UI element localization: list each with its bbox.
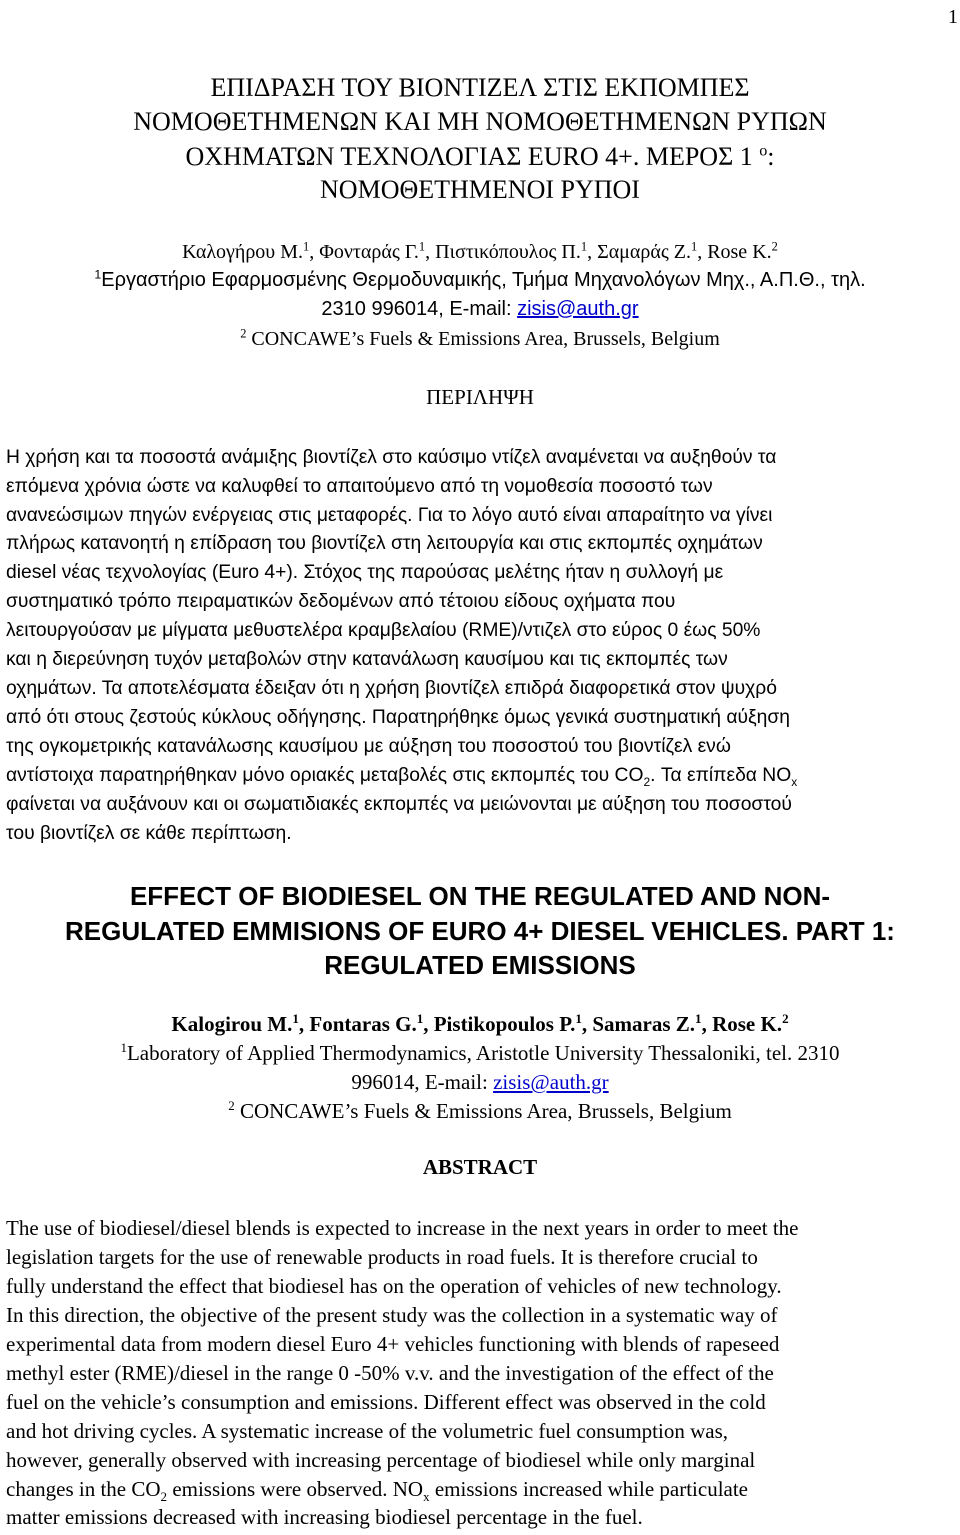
english-title-line-1: EFFECT OF BIODIESEL ON THE REGULATED AND NON- bbox=[129, 881, 831, 911]
greek-abstract-line: λειτουργούσαν με μίγματα μεθυστελέρα κραμβελαίου (RME)/ντιζελ στο εύρος 0 έως 50% bbox=[6, 620, 761, 641]
greek-abstract-line: συστηματικό τρόπο πειραματικών δεδομένων από τέτοιου είδους οχήματα που bbox=[6, 591, 676, 612]
greek-abstract-line: πλήρως κατανοητή η επίδραση του βιοντίζελ στη λειτουργία και στις εκπομπές οχημάτων bbox=[6, 533, 763, 554]
greek-abstract-line: Η χρήση και τα ποσοστά ανάμιξης βιοντίζελ στο καύσιμο ντίζελ αναμένεται να αυξηθούν τα bbox=[6, 447, 777, 468]
english-abstract-line: fully understand the effect that biodiesel has on the operation of vehicles of new technology. bbox=[6, 1274, 782, 1298]
greek-affiliation-1-contact: 2310 996014, E-mail: zisis@auth.gr bbox=[321, 298, 639, 320]
english-abstract-line: and hot driving cycles. A systematic increase of the volumetric fuel consumption was, bbox=[6, 1419, 728, 1443]
english-abstract-line: In this direction, the objective of the present study was the collection in a systematic way of bbox=[6, 1303, 778, 1327]
greek-email-link[interactable]: zisis@auth.gr bbox=[517, 298, 639, 320]
greek-abstract-line: φαίνεται να αυξάνουν και οι σωματιδιακές εκπομπές να μειώνονται με αύξηση του ποσοστού bbox=[6, 794, 792, 815]
english-abstract-line: matter emissions decreased with increasing biodiesel percentage in the fuel. bbox=[6, 1505, 643, 1529]
english-abstract-line: changes in the $CO_2$ emissions were observed. $NO_x$ emissions increased while particulate bbox=[6, 1477, 749, 1505]
english-abstract-line: experimental data from modern diesel Euro 4+ vehicles functioning with blends of rapeseed bbox=[6, 1332, 780, 1356]
greek-abstract-line: του βιοντίζελ σε κάθε περίπτωση. bbox=[6, 823, 292, 844]
greek-title-line-1: ΕΠΙΔΡΑΣΗ ΤΟΥ ΒΙΟΝΤΙΖΕΛ ΣΤΙΣ ΕΚΠΟΜΠΕΣ bbox=[210, 73, 750, 102]
english-abstract-line: however, generally observed with increasing percentage of biodiesel while only marginal bbox=[6, 1448, 756, 1472]
greek-abstract-line: αντίστοιχα παρατηρήθηκαν μόνο οριακές μεταβολές στις εκπομπές του $CO_2$. Τα επίπεδα $NO_x$ bbox=[6, 765, 798, 789]
english-abstract-heading: ABSTRACT bbox=[422, 1155, 538, 1179]
greek-abstract-line: diesel νέας τεχνολογίας (Euro 4+). Στόχος της παρούσας μελέτης ήταν η συλλογή με bbox=[6, 562, 724, 583]
english-abstract-line: legislation targets for the use of renewable products in road fuels. It is therefore crucial to bbox=[6, 1245, 758, 1269]
english-abstract-line: methyl ester (RME)/diesel in the range 0 -50% v.v. and the investigation of the effect of the bbox=[6, 1361, 774, 1385]
english-abstract-line: The use of biodiesel/diesel blends is expected to increase in the next years in order to meet the bbox=[6, 1216, 799, 1240]
english-affiliation-1-contact: 996014, E-mail: zisis@auth.gr bbox=[351, 1070, 609, 1094]
greek-abstract-line: της ογκομετρικής κατανάλωσης καυσίμου με αύξηση του ποσοστού του βιοντίζελ ενώ bbox=[6, 736, 731, 757]
greek-affiliation-1: $^1$Εργαστήριο Εφαρμοσμένης Θερμοδυναμικής, Τμήμα Μηχανολόγων Μηχ., Α.Π.Θ., τηλ. bbox=[94, 267, 866, 291]
greek-title-line-2: ΝΟΜΟΘΕΤΗΜΕΝΩΝ ΚΑΙ ΜΗ ΝΟΜΟΘΕΤΗΜΕΝΩΝ ΡΥΠΩΝ bbox=[133, 107, 827, 136]
greek-abstract-line: και η διερεύνηση τυχόν μεταβολών στην κατανάλωση καυσίμου και τις εκπομπές των bbox=[6, 649, 728, 670]
greek-title-line-4: ΝΟΜΟΘΕΤΗΜΕΝΟΙ ΡΥΠΟΙ bbox=[320, 175, 640, 204]
greek-title-line-3: ΟΧΗΜΑΤΩΝ ΤΕΧΝΟΛΟΓΙΑΣ EURO 4+. ΜΕΡΟΣ 1 $^o$: bbox=[185, 142, 775, 171]
greek-abstract-line: οχημάτων. Τα αποτελέσματα έδειξαν ότι η χρήση βιοντίζελ επιδρά διαφορετικά στον ψυχρό bbox=[6, 678, 777, 699]
english-affiliation-1: $^1$Laboratory of Applied Thermodynamics, Aristotle University Thessaloniki, tel. 2310 bbox=[120, 1040, 840, 1065]
greek-affiliation-2: $^2$ CONCAWE’s Fuels & Emissions Area, Brussels, Belgium bbox=[240, 326, 720, 350]
english-abstract-line: fuel on the vehicle’s consumption and emissions. Different effect was observed in the cold bbox=[6, 1390, 766, 1414]
page-number: 1 bbox=[948, 6, 958, 28]
english-title-line-3: REGULATED EMISSIONS bbox=[324, 950, 636, 980]
greek-abstract-line: ανανεώσιμων πηγών ενέργειας στις μεταφορές. Για το λόγο αυτό είναι απαραίτητο να γίνει bbox=[6, 505, 773, 526]
english-affiliation-2: $^2$ CONCAWE’s Fuels & Emissions Area, Brussels, Belgium bbox=[228, 1098, 732, 1123]
english-title-line-2: REGULATED EMMISIONS OF EURO 4+ DIESEL VEHICLES. PART 1: bbox=[65, 916, 895, 946]
english-email-link[interactable]: zisis@auth.gr bbox=[493, 1070, 609, 1094]
greek-abstract-heading: ΠΕΡΙΛΗΨΗ bbox=[426, 385, 534, 409]
english-authors: Kalogirou M.$^1$, Fontaras G.$^1$, Pistikopoulos P.$^1$, Samaras Z.$^1$, Rose K.$^2$ bbox=[171, 1011, 789, 1036]
greek-authors: Καλογήρου Μ.$^1$, Φονταράς Γ.$^1$, Πιστικόπουλος Π.$^1$, Σαμαράς Ζ.$^1$, Rose K.$^2$ bbox=[182, 239, 778, 263]
greek-abstract-line: από ότι στους ζεστούς κύκλους οδήγησης. Παρατηρήθηκε όμως γενικά συστηματική αύξηση bbox=[6, 707, 791, 728]
greek-abstract-line: επόμενα χρόνια ώστε να καλυφθεί το απαιτούμενο από τη νομοθεσία ποσοστό των bbox=[6, 476, 713, 497]
